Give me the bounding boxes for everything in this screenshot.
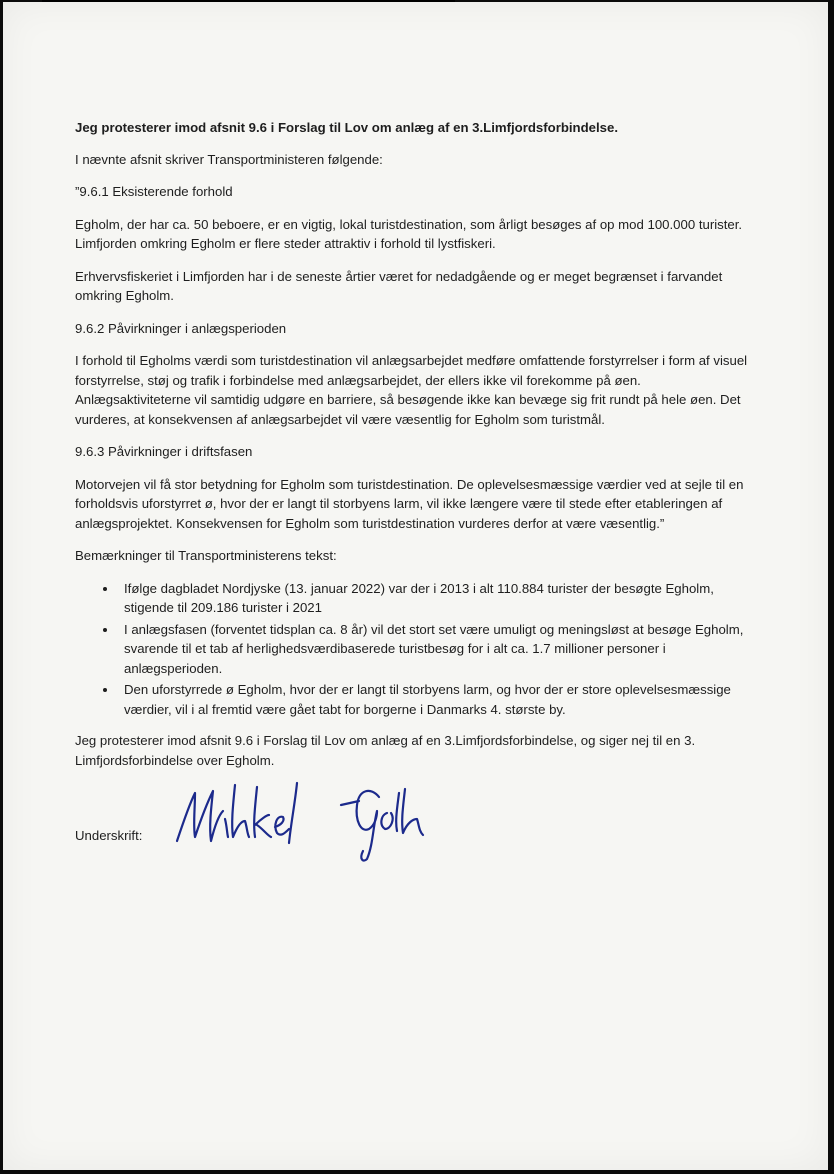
intro-text: I nævnte afsnit skriver Transportministeren følgende:	[75, 151, 383, 167]
remarks-heading: Bemærkninger til Transportministerens tekst:	[75, 548, 337, 563]
section-3-text: Motorvejen vil få stor betydning for Egholm som turistdestination. De oplevelsesmæssige værdier ved at sejle til en forholdsvis uforstyrret ø, hvor der er langt til storbyens larm, vil ikke længere være til stede efter etableringen af anlægsprojektet. Konsekvensen for Egholm som turistdestination vurderes derfor at være væsentlig.”	[75, 476, 744, 531]
signature-row	[75, 783, 755, 873]
paragraph-1: Egholm, der har ca. 50 beboere, er en vigtig, lokal turistdestination, som årligt besøges af op mod 100.000 turister. Limfjorden omkring Egholm er flere steder attraktiv i forhold til lystfiskeri.	[75, 216, 743, 251]
section-2	[75, 319, 755, 430]
section-2-heading: 9.6.2 Påvirkninger i anlægsperioden	[75, 320, 287, 336]
signature-label: Underskrift:	[75, 828, 143, 843]
quote-heading: ”9.6.1 Eksisterende forhold	[75, 184, 233, 199]
list-item: • I anlægsfasen (forventet tidsplan ca. 8 år) vil det stort set være umuligt og meningsløst at besøge Egholm, svarende til et tab af herlighedsværdibaserede turistbesøg for i alt ca. 1.7 millioner personer i anlægsperioden.	[118, 620, 755, 679]
handwritten-signature	[173, 775, 453, 865]
paper-sheet	[3, 2, 828, 1170]
letter-title: Jeg protesterer imod afsnit 9.6 i Forslag til Lov om anlæg af en 3.Limfjordsforbindelse.	[75, 120, 618, 135]
remarks-list	[75, 579, 755, 720]
closing-statement: Jeg protesterer imod afsnit 9.6 i Forslag til Lov om anlæg af en 3.Limfjordsforbindelse, og siger nej til en 3. Limfjordsforbindelse over Egholm.	[75, 733, 696, 768]
section-2-text: I forhold til Egholms værdi som turistdestination vil anlægsarbejdet medføre omfattende forstyrrelser i form af visuel forstyrrelse, støj og trafik i forbindelse med anlægsarbejdet, der ellers ikke vil forekomme på øen. Anlægsaktiviteterne vil samtidig udgøre en barriere, så besøgende ikke kan bevæge sig frit rundt på hele øen. Det vurderes, at konsekvensen af anlægsarbejdet vil være væsentlig for Egholm som turistmål.	[75, 353, 748, 427]
list-item: • Den uforstyrrede ø Egholm, hvor der er langt til storbyens larm, og hvor der er store oplevelsesmæssige værdier, vil i al fremtid være gået tabt for borgerne i Danmarks 4. største by.	[118, 680, 755, 719]
section-3	[75, 442, 755, 533]
list-item: • Ifølge dagbladet Nordjyske (13. januar 2022) var der i 2013 i alt 110.884 turister der besøgte Egholm, stigende til 209.186 turister i 2021	[118, 579, 755, 618]
paragraph-2: Erhvervsfiskeriet i Limfjorden har i de seneste årtier været for nedadgående og er meget begrænset i farvandet omkring Egholm.	[75, 268, 723, 303]
letter-content	[75, 118, 755, 873]
section-3-heading: 9.6.3 Påvirkninger i driftsfasen	[75, 444, 253, 459]
